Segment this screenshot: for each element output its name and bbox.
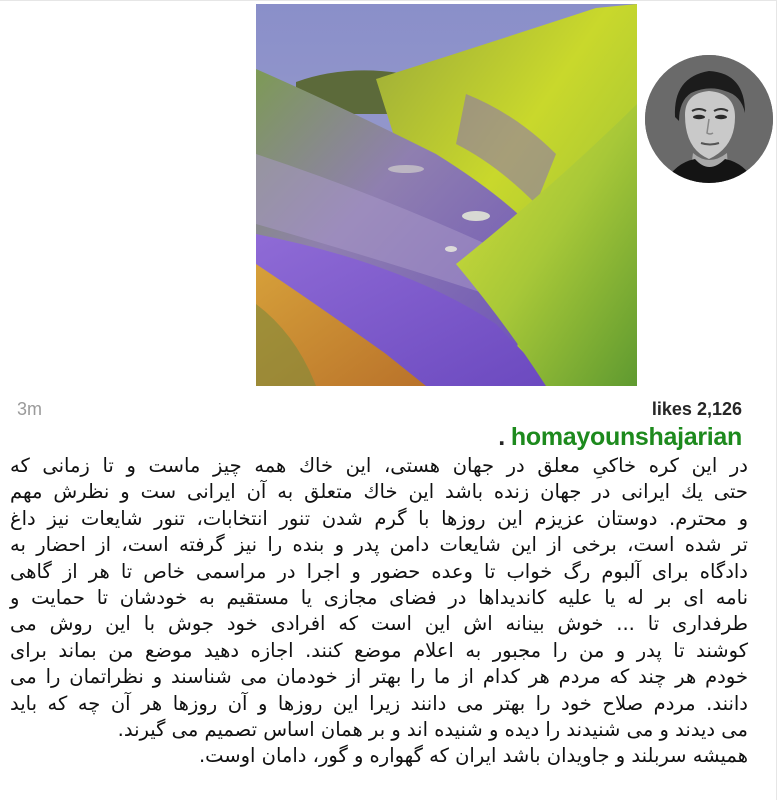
likes-count[interactable]: likes 2,126	[651, 399, 742, 419]
caption-line: دادگاه برای آلبوم رگ خواب تا وعده حضور و اجرا در مراسمی خاص تا هر از گاهی	[10, 559, 748, 583]
username-separator: .	[498, 423, 505, 451]
caption-line: خودم هر چند که مردم هر کدام از ما را بهتر از خودمان می شناسند و نظراتمان را می	[10, 665, 748, 689]
caption-line: نامه ای بر له یا علیه کاندیداها در فضای مجازی یا مستقیم به خودشان تا حمایت و	[10, 586, 748, 610]
username-link[interactable]: homayounshajarian	[510, 423, 742, 451]
caption-line: همیشه سربلند و جاویدان باشد ایران که گهواره و گور، دامان اوست.	[198, 744, 748, 768]
avatar[interactable]	[645, 55, 773, 183]
caption-author	[498, 423, 742, 452]
caption-line: می دیدند و می شنیدند را دیده و شنیده اند و بر همان اساس تصمیم می گیرند.	[117, 718, 748, 742]
caption-line: دانند. مردم صلاح خود را بهتر می دانند زیرا این روزها و آن روزها هر آن چه که باید	[10, 691, 748, 715]
profile-photo-icon	[645, 55, 773, 183]
caption-line: در این کره خاکیِ معلق در جهان هستی، این خاك همه چیز ماست و تا زمانی که	[10, 454, 748, 477]
caption-line: طرفداری تا ... خوش بینانه اش این است که افرادی خود جوش با این روش می	[10, 612, 748, 636]
caption-line: حتی یك ایرانی در جهان زنده باشد این خاك متعلق به آن ایرانی ست و نظرش مهم	[10, 480, 748, 504]
post-caption	[10, 453, 748, 770]
post-timestamp: 3m	[17, 399, 43, 419]
caption-line: تر شده است، برخی از این شایعات دامن پدر و بنده را نیز گرفته است، از احضار به	[10, 533, 748, 557]
caption-line: و محترم. دوستان عزیزم این روزها با گرم شدن تنور انتخابات، تنور شایعات نیز داغ	[10, 506, 748, 530]
landscape-photo-icon	[256, 4, 637, 386]
caption-line: کوشند تا پدر و من را مجبور به اعلام موضع کنند. اجازه دهید موضع من بماند برای	[10, 638, 748, 662]
post-image[interactable]	[256, 4, 637, 386]
